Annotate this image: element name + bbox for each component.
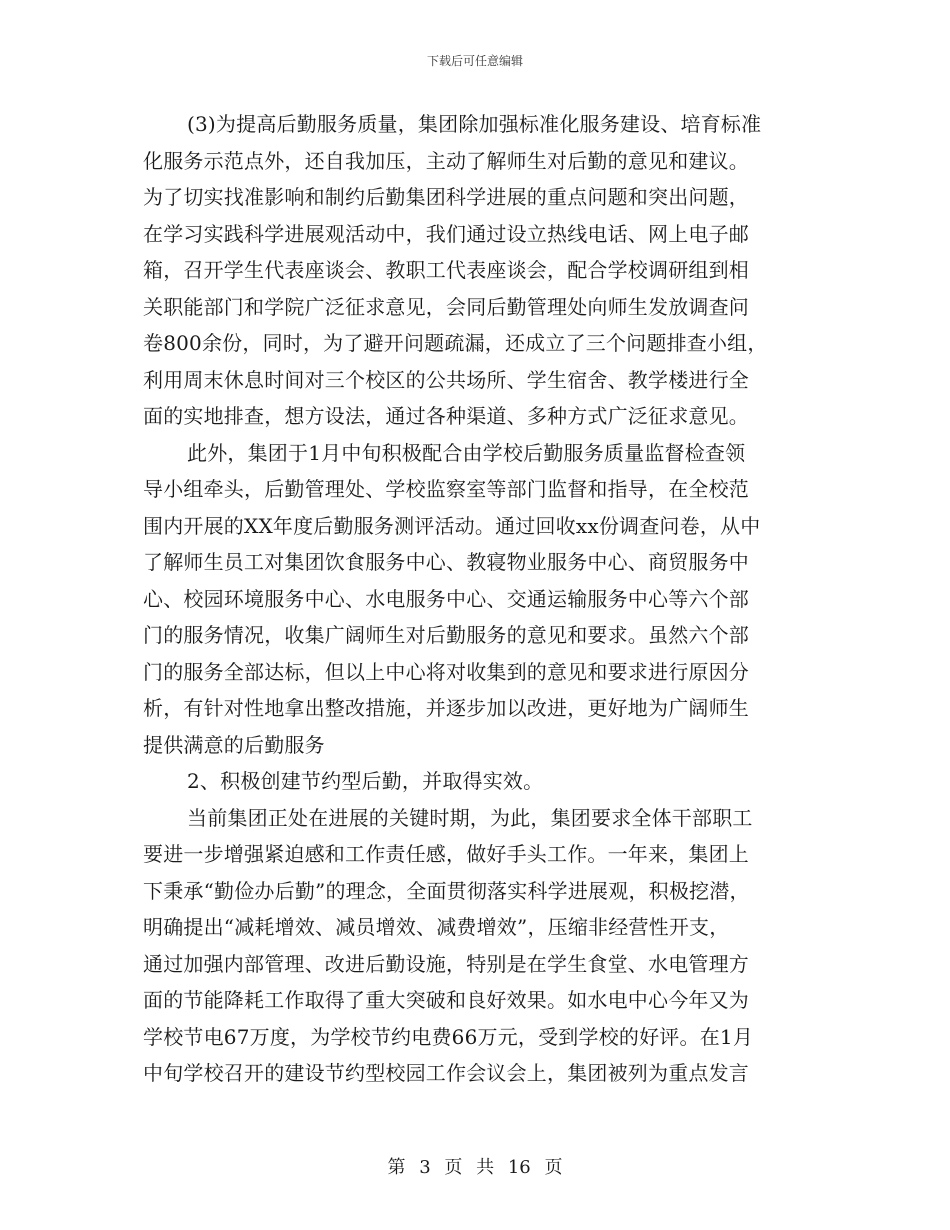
text-line: 了解师生员工对集团饮食服务中心、教寝物业服务中心、商贸服务中 [143, 550, 749, 574]
text-line: 关职能部门和学院广泛征求意见，会同后勤管理处向师生发放调查问 [143, 294, 749, 319]
text-line: 析，有针对性地拿出整改措施，并逐步加以改进，更好地为广阔师生 [143, 696, 749, 720]
paragraph-energy-saving [143, 800, 815, 1092]
text-line: 门的服务全部达标，但以上中心将对收集到的意见和要求进行原因分 [143, 659, 749, 684]
text-line: 当前集团正处在进展的关键时期，为此，集团要求全体干部职工 [187, 805, 753, 830]
text-line: 中旬学校召开的建设节约型校园工作会议会上，集团被列为重点发言 [143, 1061, 749, 1085]
text-line: 导小组牵头，后勤管理处、学校监察室等部门监督和指导，在全校范 [143, 477, 749, 501]
document-body [143, 106, 815, 1092]
text-line: 明确提出“减耗增效、减员增效、减费增效”，压缩非经营性开支， [143, 915, 730, 939]
text-line: 面的实地排查，想方设法，通过各种渠道、多种方式广泛征求意见。 [143, 404, 749, 428]
text-line: 下秉承“勤俭办后勤”的理念，全面贯彻落实科学进展观，积极挖潜， [143, 878, 750, 903]
text-line: 箱，召开学生代表座谈会、教职工代表座谈会，配合学校调研组到相 [143, 258, 749, 282]
page-header: 下载后可任意编辑 [426, 54, 523, 68]
text-line: 此外，集团于1月中旬积极配合由学校后勤服务质量监督检查领 [187, 440, 746, 465]
paragraph-evaluation-activity [143, 435, 815, 764]
paragraph-service-quality [143, 106, 815, 435]
section-heading-saving-logistics [143, 763, 815, 800]
text-line: 为了切实找准影响和制约后勤集团科学进展的重点问题和突出问题， [143, 185, 749, 209]
text-line: 化服务示范点外，还自我加压，主动了解师生对后勤的意见和建议。 [143, 148, 749, 173]
text-line: 门的服务情况，收集广阔师生对后勤服务的意见和要求。虽然六个部 [143, 623, 749, 647]
text-line: 通过加强内部管理、改进后勤设施，特别是在学生食堂、水电管理方 [143, 951, 749, 976]
text-line: 要进一步增强紧迫感和工作责任感，做好手头工作。一年来，集团上 [143, 842, 749, 866]
text-line: 2、积极创建节约型后勤，并取得实效。 [187, 769, 544, 793]
text-line: 在学习实践科学进展观活动中，我们通过设立热线电话、网上电子邮 [143, 221, 749, 246]
text-line: 利用周末休息时间对三个校区的公共场所、学生宿舍、教学楼进行全 [143, 367, 749, 392]
page-number-footer: 第 3 页 共 16 页 [387, 1157, 563, 1178]
text-line: 提供满意的后勤服务 [143, 732, 325, 757]
text-line: 围内开展的XX年度后勤服务测评活动。通过回收xx份调查问卷，从中 [143, 513, 761, 538]
text-line: 卷800余份，同时，为了避开问题疏漏，还成立了三个问题排查小组， [143, 331, 768, 355]
text-line: (3)为提高后勤服务质量，集团除加强标准化服务建设、培育标准 [187, 112, 762, 136]
text-line: 学校节电67万度，为学校节约电费66万元，受到学校的好评。在1月 [143, 1024, 754, 1049]
text-line: 面的节能降耗工作取得了重大突破和良好效果。如水电中心今年又为 [143, 988, 749, 1012]
text-line: 心、校园环境服务中心、水电服务中心、交通运输服务中心等六个部 [143, 586, 749, 611]
